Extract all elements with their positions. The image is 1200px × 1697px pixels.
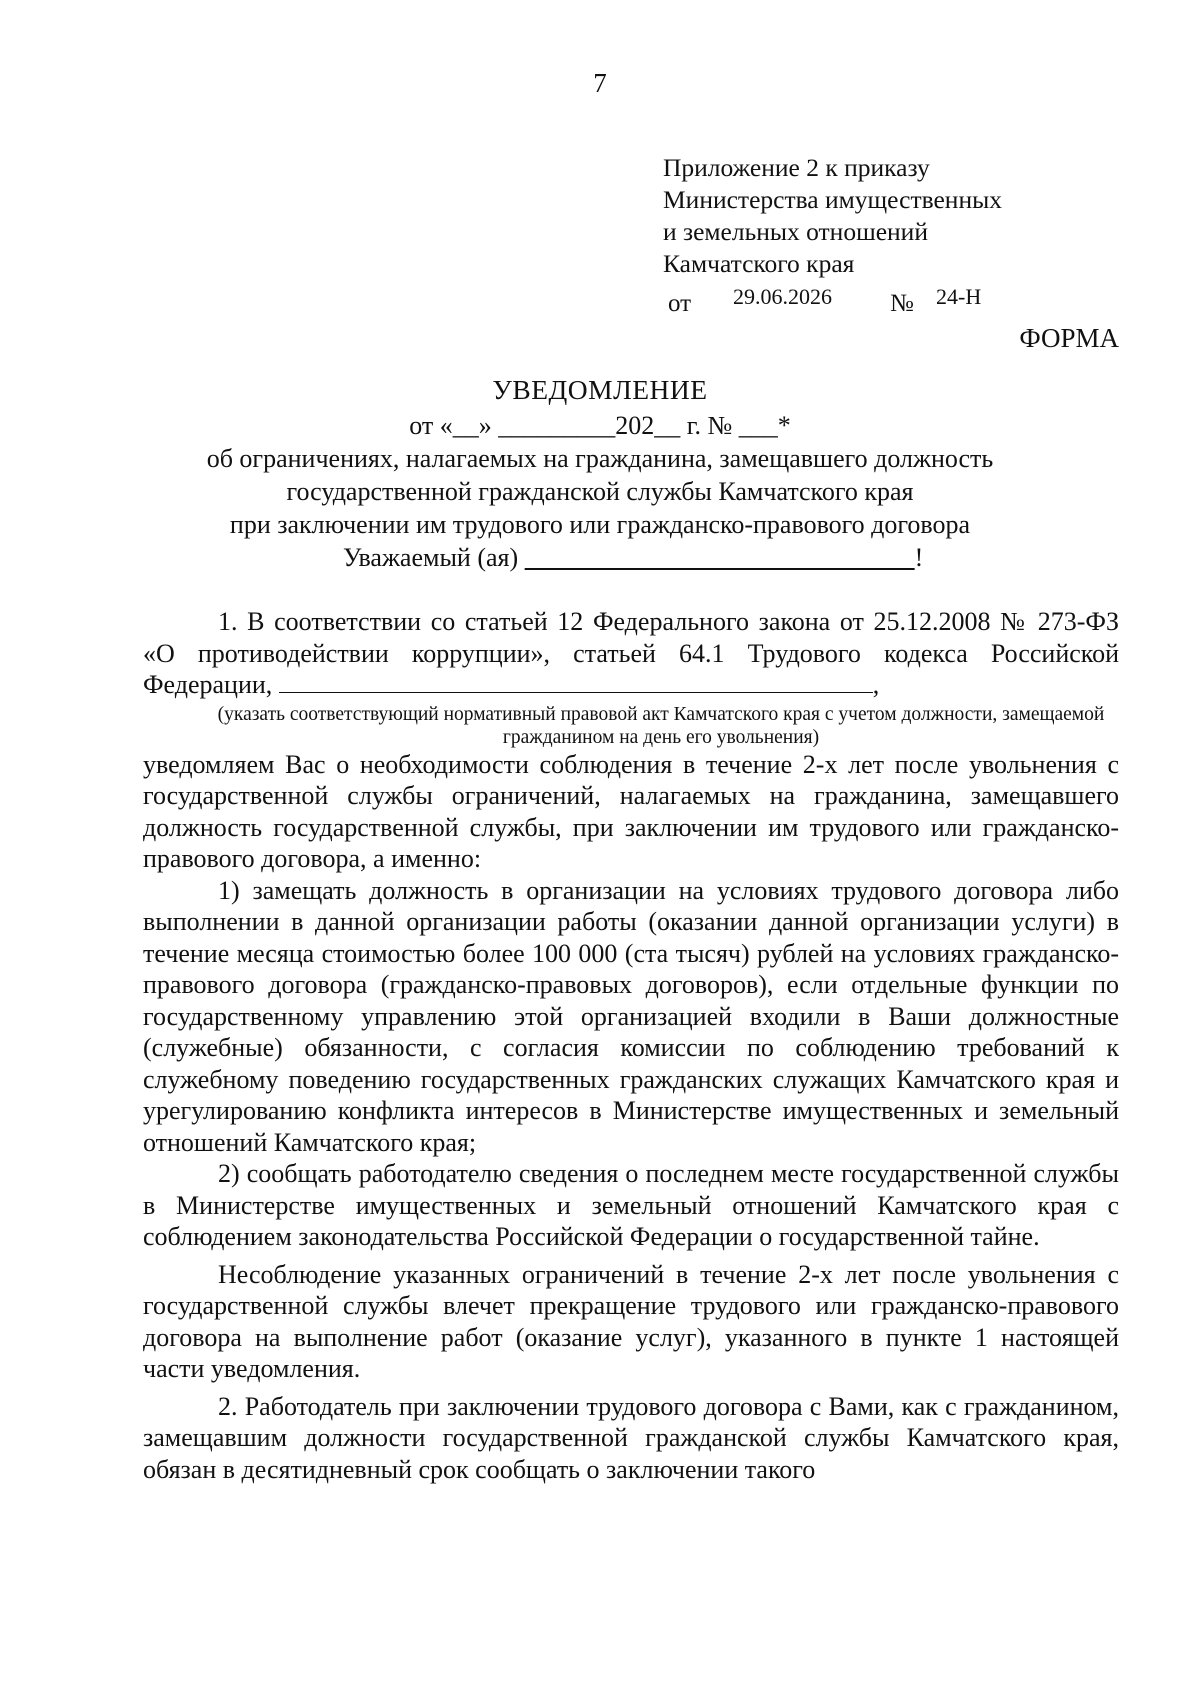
recipient-name-blank [525,543,915,572]
annex-block [663,152,1002,280]
paragraph-1-text: 1. В соответствии со статьей 12 Федерального закона от 25.12.2008 № 273-ФЗ «О противодействии коррупции», статьей 64.1 Трудового кодекса Российской Федерации, [143,607,1119,699]
document-title: УВЕДОМЛЕНИЕ [492,374,708,405]
subject-line: при заключении им трудового или гражданско-правового договора [229,510,971,539]
legal-act-hint: (указать соответствующий нормативный правовой акт Камчатского края с учетом должности, замещаемой гражданином на день его увольнения) [217,703,1105,748]
notice-body [143,606,1119,1485]
annex-date-value: 29.06.2026 [733,284,832,309]
annex-line: и земельных отношений [663,217,928,246]
restriction-item-2: 2) сообщать работодателю сведения о последнем месте государственной службы в Министерстве имущественных и земельный отношений Камчатского края с соблюдением законодательства Российской Федерации о государственной тайне. [143,1159,1119,1251]
annex-number-value: 24-Н [936,284,982,309]
annex-line: Министерства имущественных [663,185,1002,214]
form-label: ФОРМА [1019,323,1119,353]
annex-date-row [668,286,1028,320]
annex-date-prefix: от [668,290,692,317]
paragraph-2: 2. Работодатель при заключении трудового договора с Вами, как с гражданином, замещавшим должности государственной гражданской службы Камчатского края, обязан в десятидневный срок сообщать о заключении такого [143,1391,1119,1484]
notice-date-line: от «__» _________202__ г. № ___* [409,411,791,440]
paragraph-1-continuation: уведомляем Вас о необходимости соблюдения в течение 2-х лет после увольнения с государственной службы ограничений, налагаемых на гражданина, замещавшего должность государственной службы, при заключении им трудового или гражданско-правового договора, а именно: [143,749,1119,873]
greeting-suffix: ! [914,543,924,572]
restriction-item-1: 1) замещать должность в организации на условиях трудового договора либо выполнении в данной организации работы (оказании данной организации услуги) в течение месяца стоимостью более 100 000 (ста тысяч) рублей на условиях гражданско-правового договора (гражданско-правовых договоров), если отдельные функции по государственному управлению этой организацией входили в Ваши должностные (служебные) обязанности, с согласия комиссии по соблюдению требований к служебному поведению государственных гражданских служащих Камчатского края и урегулированию конфликта интересов в Министерстве имущественных и земельный отношений Камчатского края; [143,875,1119,1157]
annex-number-prefix: № [890,290,914,317]
greeting-line [343,543,923,573]
legal-act-blank [279,670,873,693]
annex-line: Камчатского края [663,249,855,278]
annex-line: Приложение 2 к приказу [663,153,930,182]
paragraph-1 [143,606,1119,701]
page-number: 7 [593,68,607,98]
noncompliance-paragraph: Несоблюдение указанных ограничений в течение 2-х лет после увольнения с государственной службы влечет прекращение трудового или гражданско-правового договора на выполнение работ (оказание услуг), указанного в пункте 1 настоящей части уведомления. [143,1259,1119,1383]
paragraph-1-comma: , [872,670,880,699]
subject-line: об ограничениях, налагаемых на гражданина, замещавшего должность [206,444,994,473]
greeting-prefix: Уважаемый (ая) [343,543,525,572]
subject-line: государственной гражданской службы Камчатского края [286,477,914,506]
